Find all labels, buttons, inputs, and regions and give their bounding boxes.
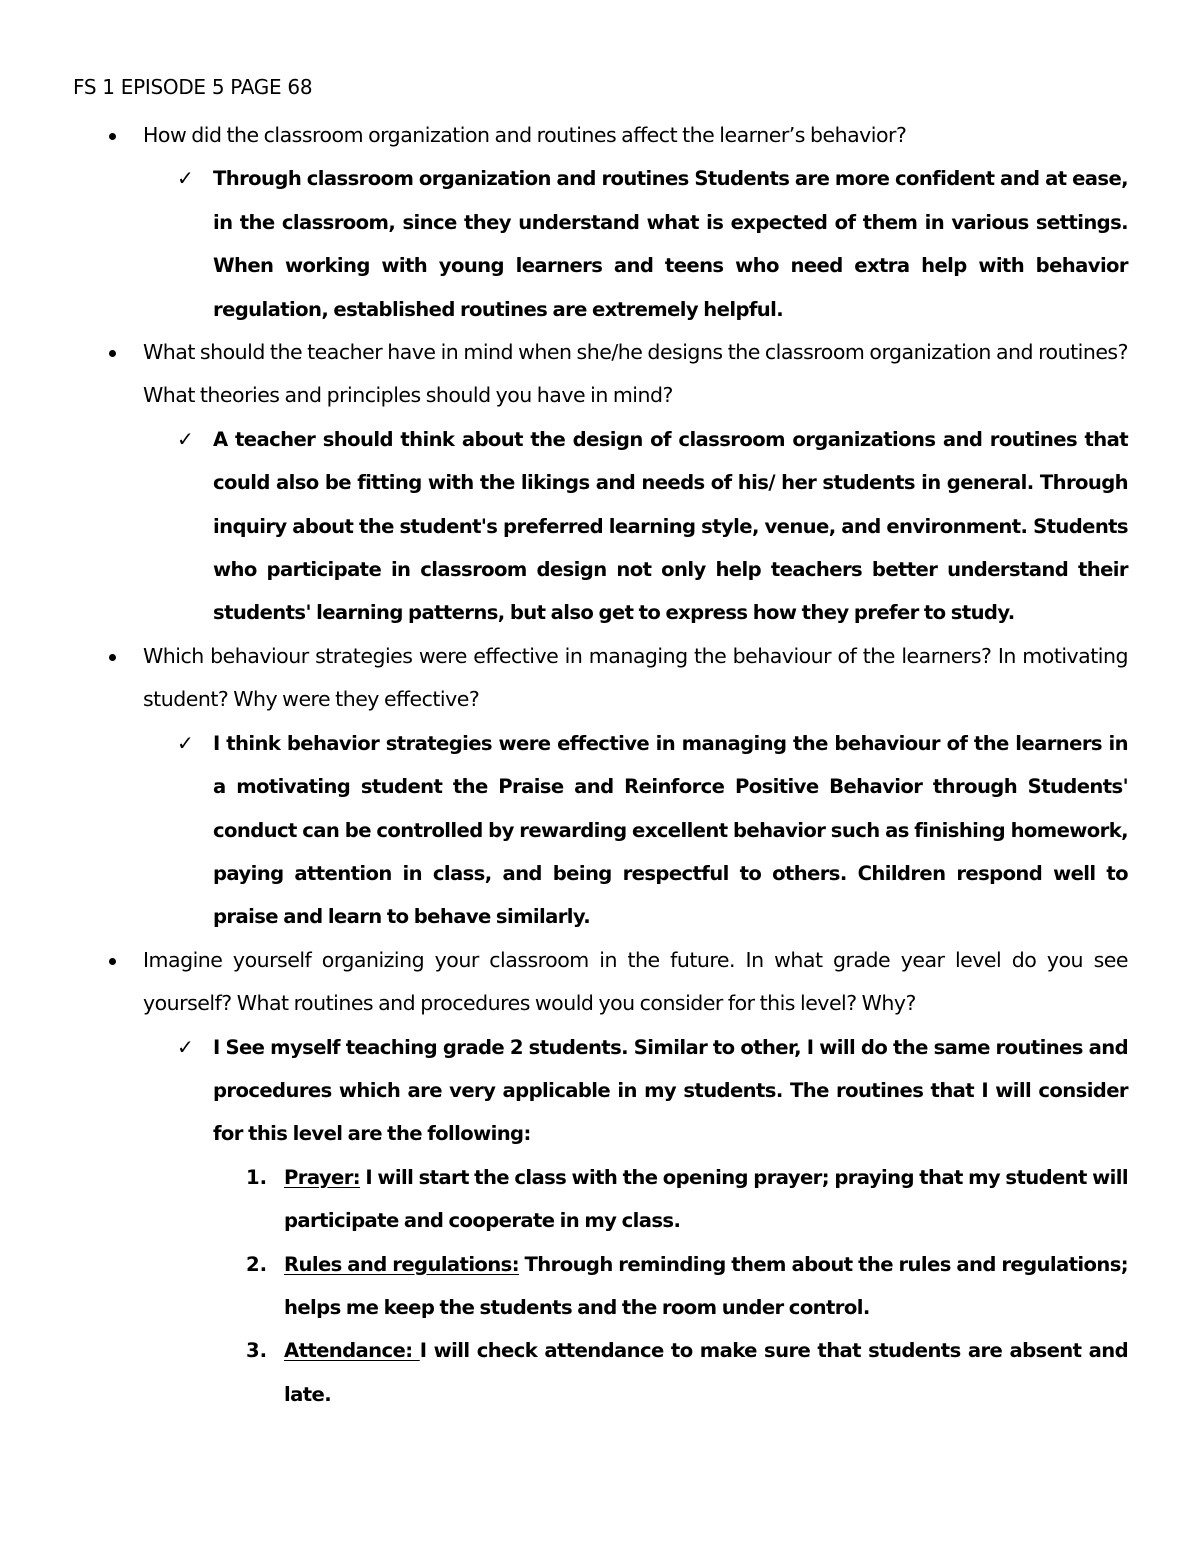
routine-text: [284, 1243, 1128, 1330]
answer-block-3: [143, 722, 1128, 939]
routine-number: 2.: [246, 1252, 268, 1276]
question-item-1: [73, 114, 1128, 331]
routine-description: I will start the class with the opening prayer; praying that my student will participate and cooperate in my class.: [284, 1165, 1128, 1233]
routine-item-attendance: [213, 1329, 1128, 1416]
question-text-3: Which behaviour strategies were effective in managing the behaviour of the learners? In motivating student? Why were they effective?: [143, 643, 1128, 712]
routine-item-rules: [213, 1243, 1128, 1330]
question-list: [73, 114, 1128, 1416]
bullet-icon: [109, 133, 116, 140]
routine-list: [213, 1156, 1128, 1416]
answer-text-3: I think behavior strategies were effective in managing the behaviour of the learners in a motivating student the Praise and Reinforce Positive Behavior through Students' conduct can be controlled by rewarding excellent behavior such as finishing homework, paying attention in class, and being respectful to others. Children respond well to praise and learn to behave similarly.: [213, 731, 1128, 929]
routine-description: Through reminding them about the rules and regulations; helps me keep the students and the room under control.: [284, 1252, 1128, 1319]
question-text-1: How did the classroom organization and routines affect the learner’s behavior?: [143, 123, 907, 147]
routine-description: I will check attendance to make sure that students are absent and late.: [284, 1339, 1128, 1406]
checkmark-icon: ✓: [177, 1034, 194, 1059]
bullet-icon: [109, 350, 116, 357]
answer-text-4: I See myself teaching grade 2 students. Similar to other, I will do the same routines and procedures which are very applicable in my students. The routines that I will consider for this level are the following:: [213, 1035, 1128, 1146]
question-item-3: [73, 635, 1128, 939]
answer-text-1: Through classroom organization and routines Students are more confident and at ease, in the classroom, since they understand what is expected of them in various settings. When working with young learners and teens who need extra help with behavior regulation, established routines are extremely helpful.: [213, 167, 1128, 321]
page-header: FS 1 EPISODE 5 PAGE 68: [73, 75, 313, 99]
answer-block-2: [143, 418, 1128, 635]
routine-title: Attendance:: [284, 1339, 420, 1363]
routine-number: 3.: [246, 1339, 268, 1363]
routine-text: [284, 1156, 1128, 1243]
question-text-2: What should the teacher have in mind when she/he designs the classroom organization and routines? What theories and principles should you have in mind?: [143, 340, 1128, 408]
bullet-icon: [109, 654, 116, 661]
checkmark-icon: ✓: [177, 166, 194, 191]
answer-text-2: A teacher should think about the design of classroom organizations and routines that could also be fitting with the likings and needs of his/ her students in general. Through inquiry about the student's preferred learning style, venue, and environment. Students who participate in classroom design not only help teachers better understand their students' learning patterns, but also get to express how they prefer to study.: [213, 427, 1128, 625]
question-item-4: [73, 939, 1128, 1416]
bullet-icon: [109, 958, 116, 965]
routine-number: 1.: [246, 1165, 268, 1189]
question-text-4: Imagine yourself organizing your classroom in the future. In what grade year level do you see yourself? What routines and procedures would you consider for this level? Why?: [143, 947, 1128, 1016]
checkmark-icon: ✓: [177, 426, 194, 451]
routine-title: Prayer:: [284, 1165, 361, 1189]
answer-block-4: [143, 1026, 1128, 1417]
answer-block-1: [143, 157, 1128, 331]
question-item-2: [73, 331, 1128, 635]
routine-title: Rules and regulations:: [284, 1252, 519, 1276]
checkmark-icon: ✓: [177, 730, 194, 755]
routine-item-prayer: [213, 1156, 1128, 1243]
routine-text: [284, 1329, 1128, 1416]
